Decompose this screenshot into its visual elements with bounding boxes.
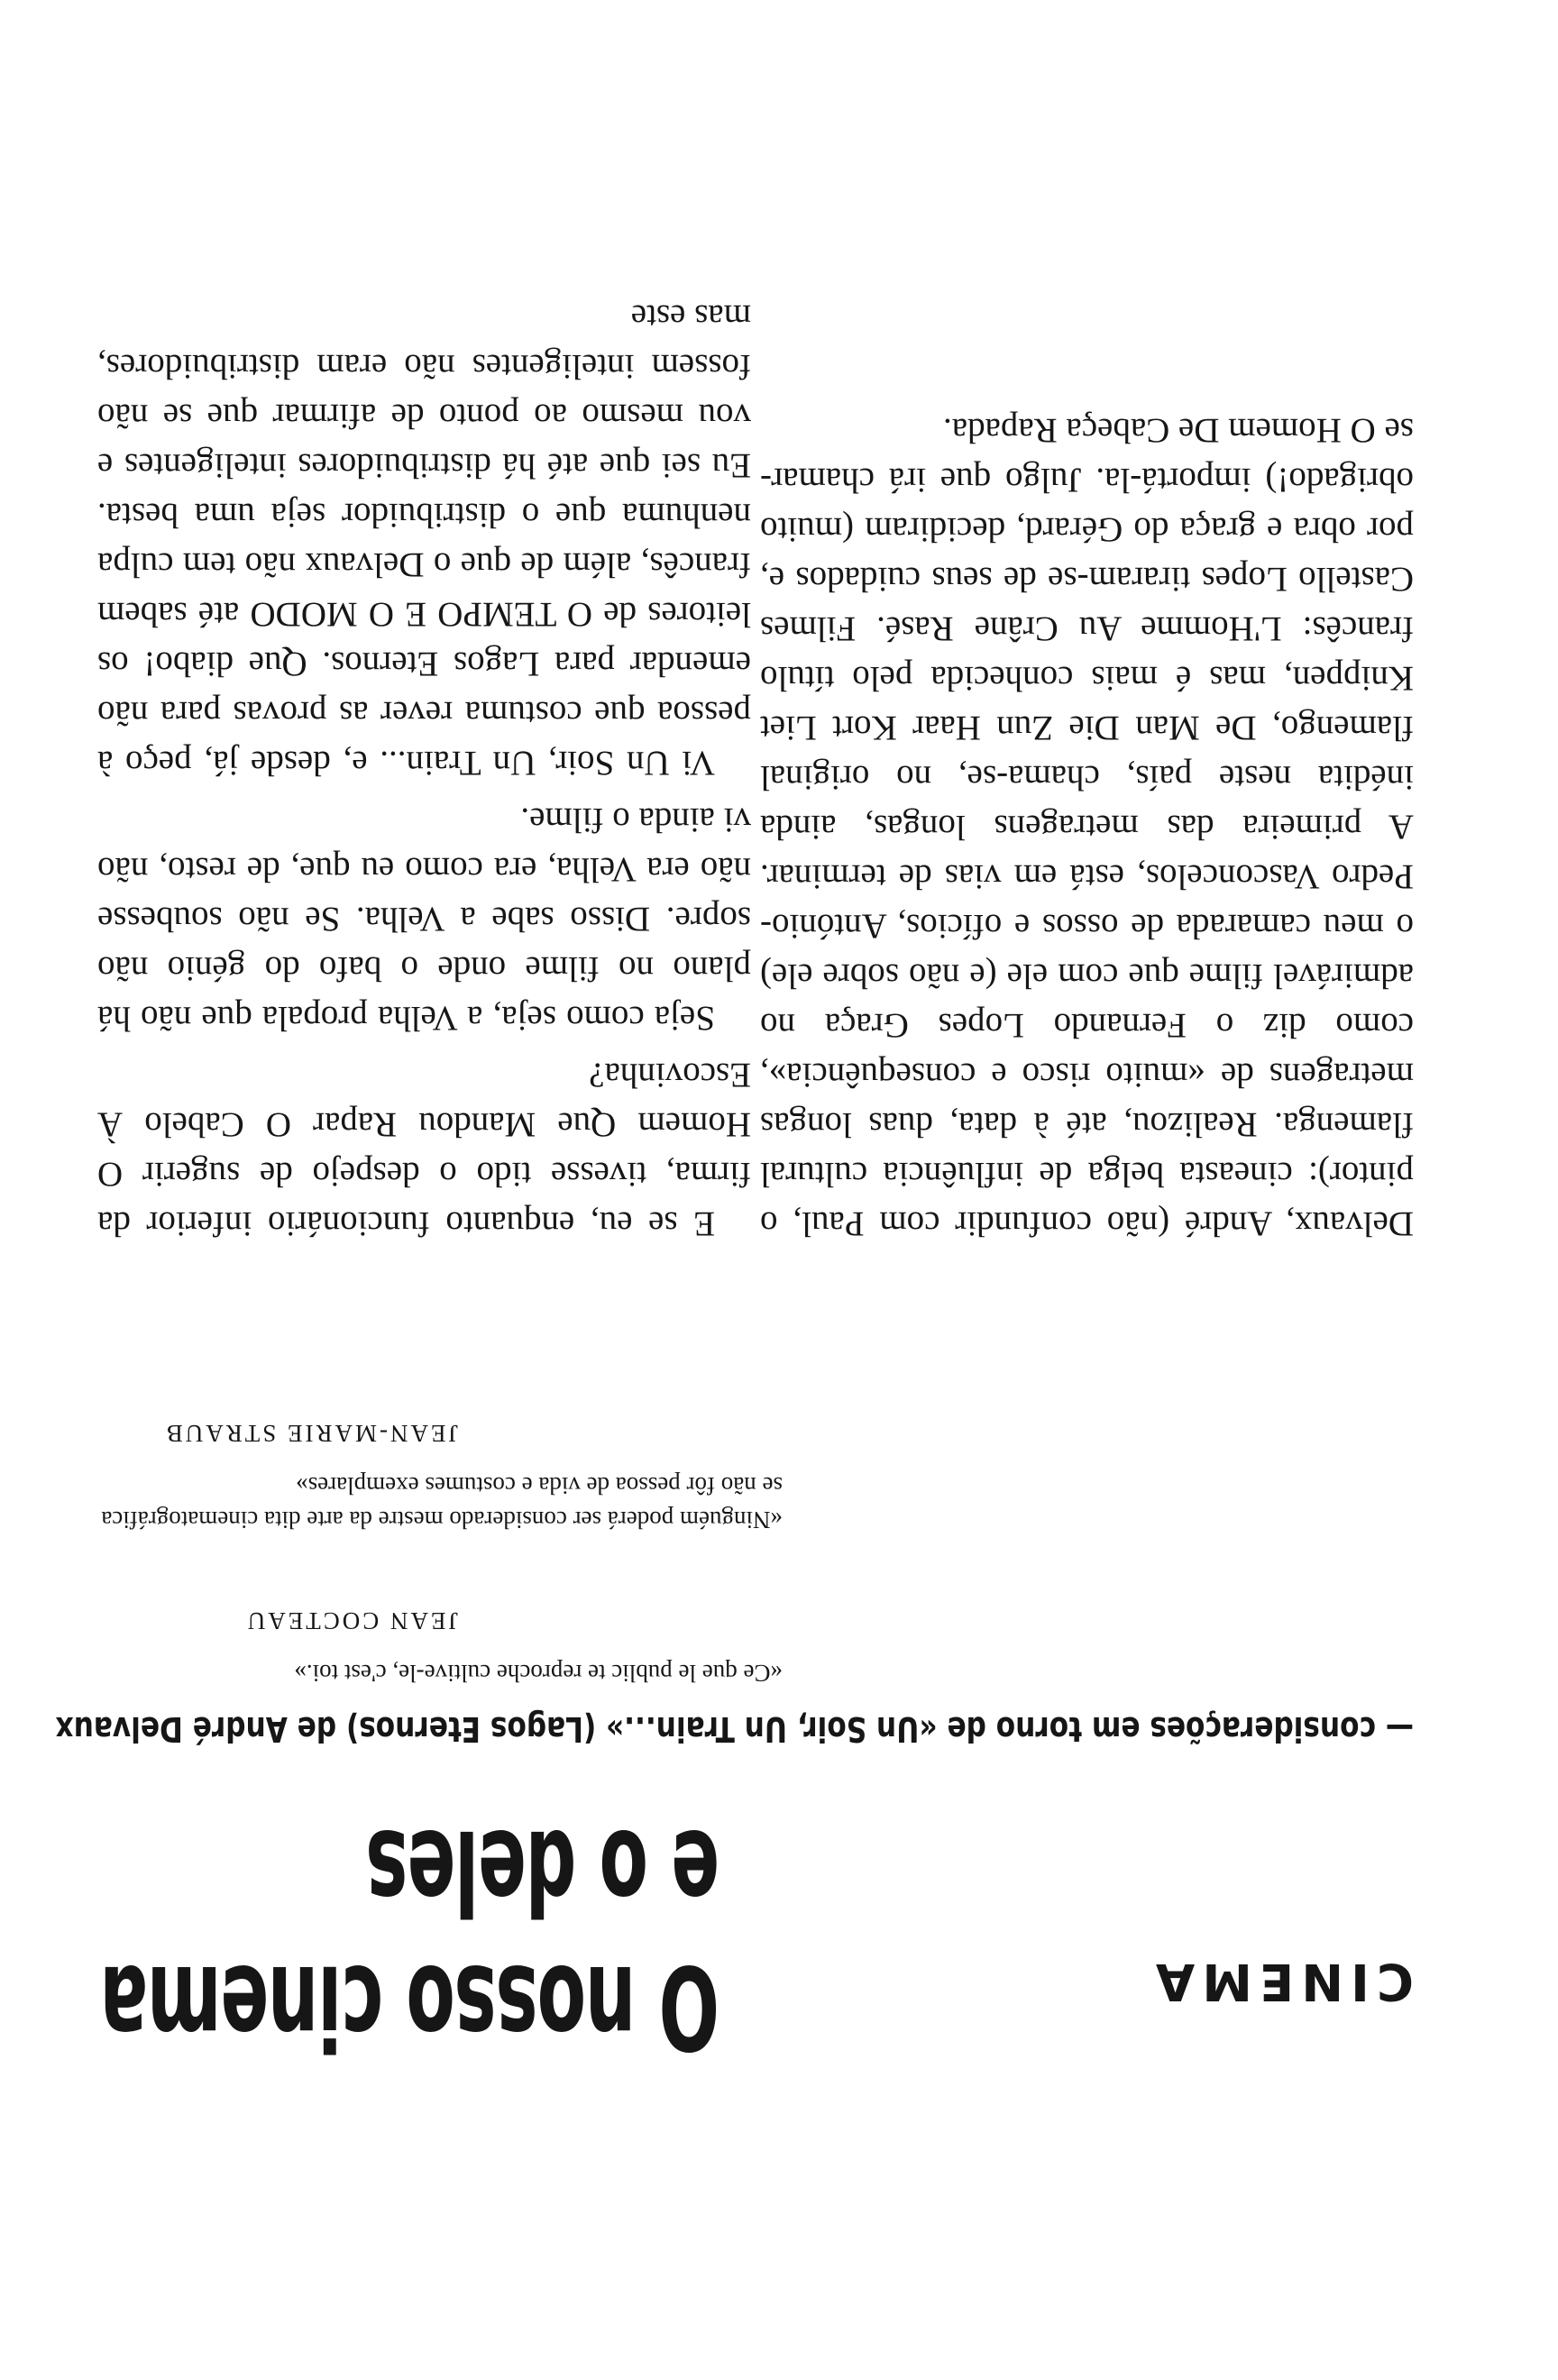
- title-line-2: e o deles: [366, 1804, 719, 1938]
- article-title: [100, 1803, 719, 2073]
- epigraph-author: JEAN-MARIE STRAUB: [163, 1420, 458, 1447]
- body-column-right: [97, 285, 751, 1249]
- epigraph-2: [97, 1419, 783, 1537]
- paragraph: E se eu, enquanto funcionário inferior da firma, tivesse tido o despejo de sugerir O Homem Que Mandou Rapar O Cabelo À Escovinha?: [97, 1056, 751, 1243]
- epigraph-author: JEAN COCTEAU: [244, 1607, 458, 1634]
- epigraph-text: «Ce que le public te reproche cultive-le, c'est toi.»: [294, 1660, 783, 1687]
- body-column-left: [760, 398, 1414, 1249]
- paragraph: Seja como seja, a Velha propala que não há plano no filme onde o bafo do génio não sopre. Disso sabe a Velha. Se não soubesse não era Velha, era como eu que, de resto, não vi ainda o filme.: [97, 801, 751, 1038]
- paragraph: Vi Un Soir, Un Train... e, desde já, peço à pessoa que costuma rever as provas para não emendar para Lagos Eternos. Que diabo! os leitores de O TEMPO E O MODO até sabem francês, além de que o Delvaux não tem culpa nenhuma que o distribuidor seja uma besta. Eu sei que até há distribuidores inteligentes e vou mesmo ao ponto de afirmar que se não fossem inteligentes não eram distribuidores, mas este: [97, 298, 751, 783]
- paragraph: Delvaux, André (não confundir com Paul, o pintor): cineasta belga de influência cultural flamenga. Realizou, até à data, duas longas metragens de «muito risco e consequência», como diz o Fernando Lopes Graça no admirável filme que com ele (e não sobre ele) o meu camarada de ossos e ofícios, António-Pedro Vasconcelos, está em vias de terminar. A primeira das metragens longas, ainda inédita neste país, chama-se, no original flamengo, De Man Die Zun Haar Kort Liet Knippen, mas é mais conhecida pelo título francês: L'Homme Au Crâne Rasé. Filmes Castello Lopes tiraram-se de seus cuidados e, por obra e graça do Gérard, decidiram (muito obrigado!) importá-la. Julgo que irá chamar-se O Homem De Cabeça Rapada.: [760, 411, 1414, 1243]
- section-label: CINEMA: [1148, 1952, 1414, 2010]
- epigraph-text: «Ninguém poderá ser considerado mestre da arte dita cinematográfica se não fôr pessoa de vida e costumes exemplares»: [101, 1472, 783, 1533]
- article-subtitle: — considerações em torno de «Un Soir, Un Train...» (Lagos Eternos) de André Delvaux: [55, 1709, 1414, 1749]
- epigraph-1: [97, 1606, 783, 1690]
- title-line-1: O nosso cinema: [100, 1939, 719, 2073]
